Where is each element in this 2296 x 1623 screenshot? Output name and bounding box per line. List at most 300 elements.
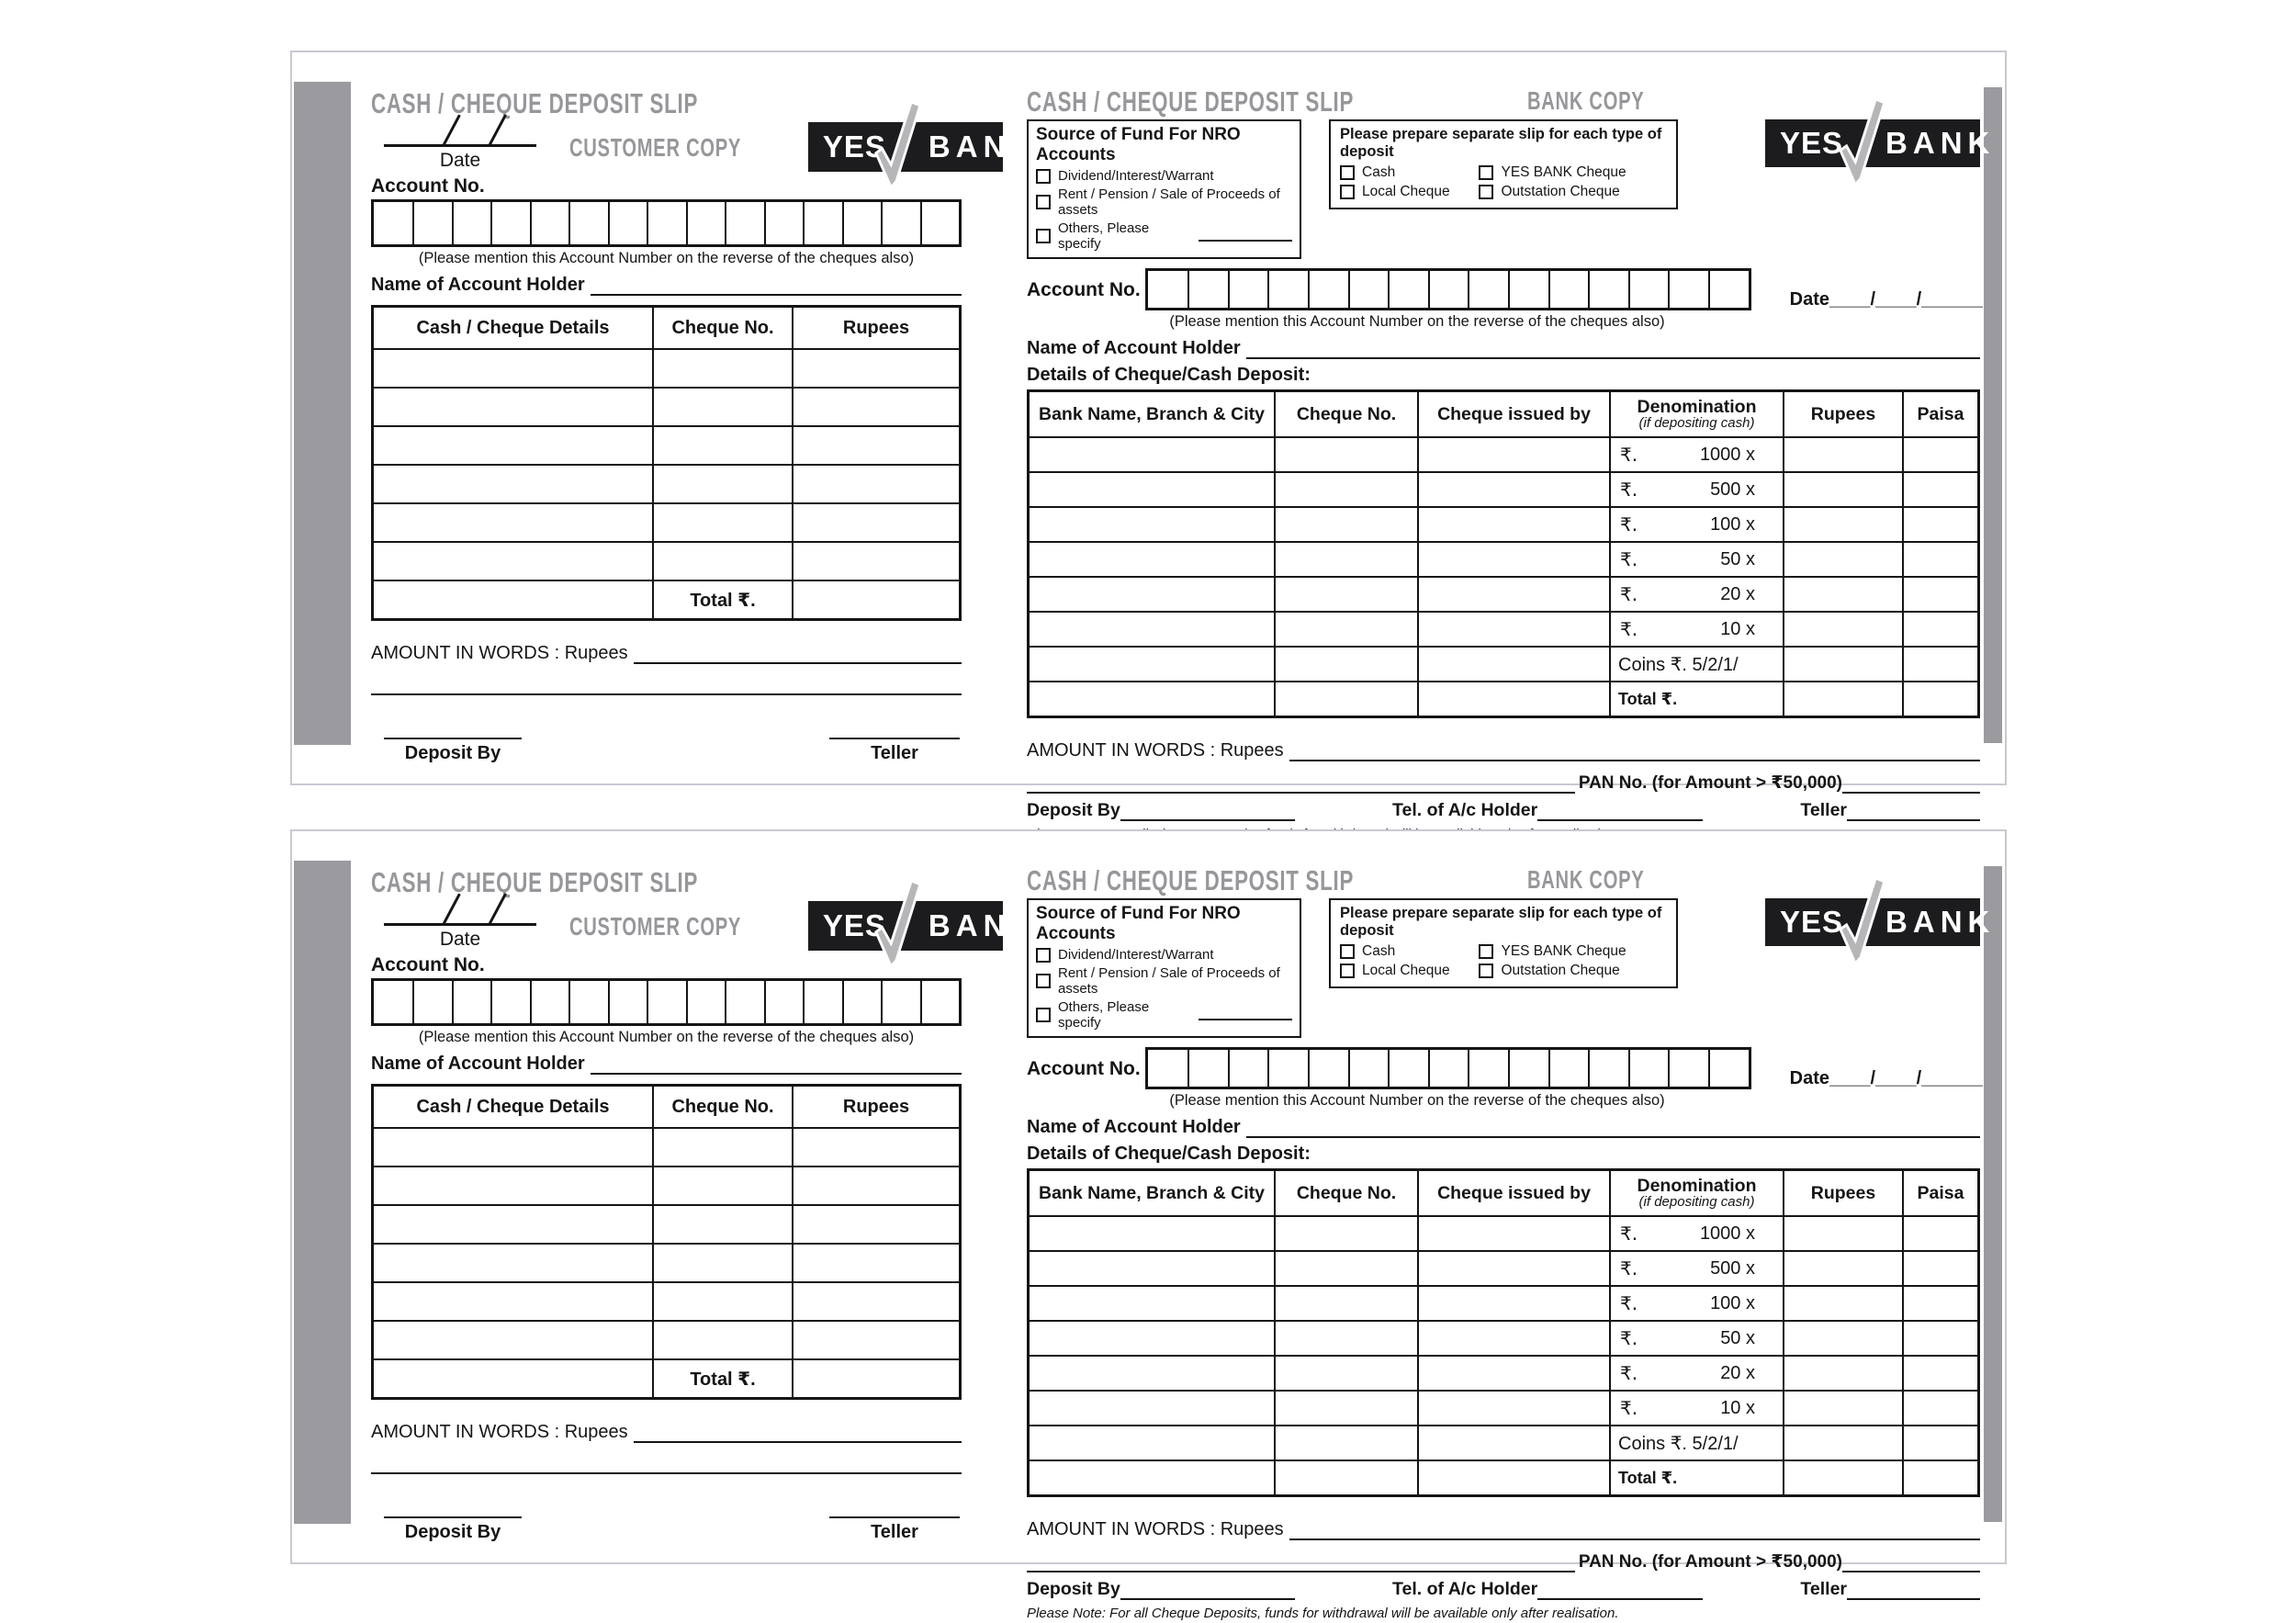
account-digit-box — [1468, 1050, 1508, 1087]
name-write-line — [591, 1054, 962, 1075]
account-digit-box — [764, 981, 803, 1023]
name-of-account-holder-field — [371, 275, 962, 296]
deposit-slip — [290, 51, 2007, 820]
account-digit-box — [1388, 271, 1428, 308]
cell — [792, 350, 959, 387]
cell — [1030, 543, 1274, 576]
date-label: Date — [439, 929, 481, 950]
source-of-fund-box — [1027, 898, 1301, 1038]
cell — [374, 1206, 652, 1243]
cell — [1902, 473, 1977, 506]
account-digit-box — [725, 981, 763, 1023]
header-cell: Rupees — [1783, 1171, 1902, 1215]
checkbox — [1036, 974, 1051, 988]
source-option — [1036, 168, 1292, 184]
account-digit-box — [1588, 1050, 1628, 1087]
cell — [1902, 1252, 1977, 1285]
header-cell: Rupees — [792, 1087, 959, 1127]
cell — [1030, 682, 1274, 716]
teller-label: Teller — [1800, 1579, 1847, 1599]
table-row — [374, 1243, 959, 1281]
deposit-type-option — [1479, 963, 1667, 979]
cell — [792, 1167, 959, 1204]
cell — [792, 1322, 959, 1358]
cell — [652, 1283, 792, 1320]
table-row — [1030, 611, 1977, 646]
coins-label: Coins ₹. 5/2/1/ — [1609, 1426, 1783, 1460]
cell — [792, 1245, 959, 1281]
cell — [1417, 1252, 1609, 1285]
cell — [1274, 1461, 1417, 1494]
deposit-slip — [290, 829, 2007, 1621]
header-cell: Cheque No. — [1274, 1171, 1417, 1215]
header-cell: Cheque issued by — [1417, 1171, 1609, 1215]
account-no-label: Account No. — [1027, 1058, 1141, 1079]
cell — [1417, 508, 1609, 541]
deposit-type-option — [1340, 963, 1479, 979]
cell — [652, 504, 792, 541]
cell — [652, 1167, 792, 1204]
name-write-line — [591, 276, 962, 296]
cell — [1902, 1461, 1977, 1494]
deposit-type-option — [1340, 184, 1479, 200]
separate-slip-title: Please prepare separate slip for each type of deposit — [1340, 126, 1662, 160]
pan-write-line — [1842, 773, 1980, 794]
account-digit-box — [1308, 1050, 1348, 1087]
date-line — [384, 144, 536, 147]
denomination-value: 1000 x — [1699, 1223, 1755, 1244]
account-digit-box — [920, 981, 959, 1023]
slip-title: CASH / CHEQUE DEPOSIT SLIP — [371, 866, 699, 898]
table-row — [374, 1166, 959, 1204]
cell — [792, 543, 959, 580]
account-digit-box — [842, 202, 881, 244]
cell — [374, 1283, 652, 1320]
cell — [1902, 1322, 1977, 1355]
slip-title: CASH / CHEQUE DEPOSIT SLIP — [1027, 864, 1355, 896]
deposit-by-line — [1120, 803, 1295, 821]
account-digit-box — [452, 202, 490, 244]
cell — [1274, 473, 1417, 506]
account-number-grid — [1145, 268, 1751, 310]
deposit-type-option — [1340, 164, 1479, 181]
name-label: Name of Account Holder — [371, 1054, 585, 1074]
cell — [1783, 578, 1902, 611]
pan-label: PAN No. (for Amount > ₹50,000) — [1578, 1552, 1842, 1572]
cell — [1902, 1392, 1977, 1425]
rupee-symbol: ₹. — [1620, 1397, 1638, 1419]
cell — [1030, 1287, 1274, 1320]
deposit-by-label: Deposit By — [1027, 800, 1120, 820]
cell — [374, 1322, 652, 1358]
cell — [1030, 578, 1274, 611]
cell — [1783, 543, 1902, 576]
cell — [792, 1360, 959, 1397]
rupee-symbol: ₹. — [1620, 479, 1638, 501]
cell — [1417, 1322, 1609, 1355]
amount-in-words-label: AMOUNT IN WORDS : Rupees — [371, 1422, 628, 1442]
left-binding-strip — [294, 82, 351, 745]
cell — [1274, 1287, 1417, 1320]
cell — [374, 1167, 652, 1204]
cell — [1902, 1217, 1977, 1250]
logo-yes-text: YES — [1780, 905, 1844, 939]
table-row — [374, 541, 959, 580]
account-no-label: Account No. — [371, 954, 485, 975]
teller-signature: Teller — [829, 738, 960, 764]
account-digit-box — [1228, 271, 1268, 308]
cell — [374, 1129, 652, 1166]
tel-line — [1537, 803, 1703, 821]
cell — [1783, 1287, 1902, 1320]
account-digit-box — [374, 202, 412, 244]
account-digit-box — [1508, 271, 1548, 308]
header-cell: Rupees — [1783, 392, 1902, 436]
date-label: Date — [439, 150, 481, 171]
table-row — [1030, 1320, 1977, 1355]
copy-label: CUSTOMER COPY — [569, 912, 742, 941]
customer-copy-panel — [371, 864, 1039, 1543]
cell — [1417, 613, 1609, 646]
denomination-value: 50 x — [1720, 548, 1755, 569]
checkbox-label: Dividend/Interest/Warrant — [1058, 947, 1214, 963]
account-digit-box — [490, 981, 529, 1023]
header-cell: Cash / Cheque Details — [416, 1096, 610, 1117]
deposit-type-option — [1479, 943, 1667, 960]
amount-in-words-label: AMOUNT IN WORDS : Rupees — [1027, 1519, 1284, 1539]
deposit-type-option — [1479, 164, 1667, 181]
table-row — [374, 502, 959, 541]
cell — [1274, 543, 1417, 576]
details-label: Details of Cheque/Cash Deposit: — [1027, 365, 1311, 385]
account-note: (Please mention this Account Number on the reverse of the cheques also) — [418, 1029, 915, 1045]
account-digit-box — [1508, 1050, 1548, 1087]
table-header-row — [374, 1087, 959, 1127]
rupee-symbol: ₹. — [1620, 1292, 1638, 1314]
copy-label: CUSTOMER COPY — [569, 133, 742, 162]
cell — [1274, 438, 1417, 471]
cell — [1902, 1357, 1977, 1390]
deposit-details-table — [371, 305, 962, 621]
checkbox-label: Dividend/Interest/Warrant — [1058, 168, 1214, 184]
header-cell: Rupees — [792, 308, 959, 348]
denomination-cell — [1609, 438, 1783, 471]
account-digit-box — [374, 981, 412, 1023]
cell — [1417, 473, 1609, 506]
amount-write-line — [634, 644, 962, 664]
logo-check-icon — [865, 102, 926, 190]
checkbox — [1036, 1008, 1051, 1022]
yes-bank-logo — [1765, 898, 1996, 946]
tel-line — [1537, 1582, 1703, 1600]
denomination-value: 500 x — [1710, 1257, 1755, 1279]
cell — [1274, 508, 1417, 541]
amount-write-line-2 — [1027, 1552, 1575, 1572]
date-line — [384, 923, 536, 926]
account-no-label: Account No. — [371, 175, 485, 197]
cell — [1274, 1217, 1417, 1250]
table-row — [374, 348, 959, 387]
cell — [1783, 1217, 1902, 1250]
cell — [1417, 1217, 1609, 1250]
cell — [652, 350, 792, 387]
slip-title: CASH / CHEQUE DEPOSIT SLIP — [1027, 85, 1355, 118]
denomination-value: 100 x — [1710, 1292, 1755, 1313]
account-digit-box — [608, 202, 647, 244]
source-of-fund-title: Source of Fund For NRO Accounts — [1036, 125, 1241, 164]
cell — [1030, 1357, 1274, 1390]
checkbox-label: Rent / Pension / Sale of Proceeds of assets — [1058, 965, 1280, 997]
checkbox — [1036, 195, 1051, 209]
header-cell: Paisa — [1902, 392, 1977, 436]
cell — [652, 427, 792, 464]
deposit-by-signature: Deposit By — [384, 738, 522, 764]
cell — [1417, 578, 1609, 611]
account-digit-box — [1148, 1050, 1188, 1087]
source-option — [1036, 947, 1292, 963]
table-row — [1030, 1285, 1977, 1320]
account-digit-box — [1428, 1050, 1469, 1087]
cell — [1030, 613, 1274, 646]
header-cell: Cash / Cheque Details — [416, 317, 610, 338]
checkbox-label: Cash — [1362, 164, 1396, 180]
account-digit-box — [1228, 1050, 1268, 1087]
header-cell: Bank Name, Branch & City — [1039, 403, 1265, 424]
date-line-field: Date____/____/______ — [1789, 289, 1983, 310]
rupee-symbol: ₹. — [1620, 1327, 1638, 1349]
denomination-cell — [1609, 473, 1783, 506]
checkbox-label: Others, Please specify — [1058, 999, 1150, 1031]
account-digit-box — [1388, 1050, 1428, 1087]
account-digit-box — [725, 202, 763, 244]
cell — [652, 466, 792, 502]
cell — [1030, 1322, 1274, 1355]
denomination-cell — [1609, 613, 1783, 646]
cell — [1783, 1426, 1902, 1460]
amount-in-words-field — [1027, 1519, 1980, 1540]
cell — [1783, 1392, 1902, 1425]
account-digit-box — [647, 202, 685, 244]
denomination-cell — [1609, 1287, 1783, 1320]
teller-line — [1847, 1582, 1980, 1600]
table-row — [374, 464, 959, 502]
checkbox — [1340, 944, 1355, 959]
date-line-field: Date____/____/______ — [1789, 1068, 1983, 1088]
checkbox-label: Outstation Cheque — [1501, 963, 1620, 978]
account-digit-box — [920, 202, 959, 244]
specify-write-line — [1199, 231, 1293, 242]
denomination-cell — [1609, 1357, 1783, 1390]
details-label: Details of Cheque/Cash Deposit: — [1027, 1144, 1311, 1164]
pan-field — [1027, 1551, 1980, 1572]
deposit-by-line — [1120, 1582, 1295, 1600]
amount-write-line-2 — [1027, 773, 1575, 794]
table-row — [1030, 1390, 1977, 1425]
total-label: Total ₹. — [1609, 682, 1783, 716]
rupee-symbol: ₹. — [1620, 1362, 1638, 1384]
table-row — [1030, 1355, 1977, 1390]
cell — [652, 1206, 792, 1243]
deposit-by-signature: Deposit By — [384, 1516, 522, 1543]
cell — [652, 543, 792, 580]
amount-write-line-2 — [371, 693, 962, 695]
denomination-cell — [1609, 1392, 1783, 1425]
account-digit-box — [803, 202, 841, 244]
cell — [1783, 1252, 1902, 1285]
denomination-cell — [1609, 578, 1783, 611]
rupee-symbol: ₹. — [1620, 583, 1638, 605]
cell — [1030, 1392, 1274, 1425]
date-field — [384, 901, 536, 954]
denomination-title: Denomination — [1637, 1175, 1757, 1196]
table-row — [374, 1281, 959, 1320]
yes-bank-logo — [808, 122, 1039, 172]
cell — [374, 350, 652, 387]
table-row — [1030, 506, 1977, 541]
table-row — [374, 1320, 959, 1358]
table-row — [374, 1127, 959, 1166]
rupee-symbol: ₹. — [1620, 1223, 1638, 1245]
account-digit-box — [1668, 271, 1708, 308]
account-number-grid — [371, 199, 962, 247]
checkbox — [1479, 185, 1493, 199]
account-digit-box — [530, 981, 568, 1023]
logo-yes-text: YES — [822, 908, 886, 942]
cell — [1030, 438, 1274, 471]
cell — [1417, 648, 1609, 681]
account-digit-box — [1348, 271, 1389, 308]
cell — [792, 1206, 959, 1243]
cell — [792, 1283, 959, 1320]
yes-bank-logo — [1765, 119, 1996, 167]
account-digit-box — [686, 981, 725, 1023]
account-digit-box — [1548, 1050, 1589, 1087]
cheque-cash-deposit-table — [1027, 1168, 1980, 1497]
logo-yes-text: YES — [822, 130, 886, 163]
cell — [1902, 543, 1977, 576]
table-header-row — [1030, 392, 1977, 436]
account-digit-box — [452, 981, 490, 1023]
amount-in-words-field — [371, 1422, 962, 1443]
logo-yes-text: YES — [1780, 126, 1844, 160]
cell — [1417, 1392, 1609, 1425]
denomination-value: 500 x — [1710, 479, 1755, 500]
left-binding-strip — [294, 861, 351, 1524]
cell — [1030, 1217, 1274, 1250]
note-text: Please Note: For all Cheque Deposits, funds for withdrawal will be available only after realisation. — [1027, 1606, 1619, 1621]
account-number-grid — [371, 978, 962, 1026]
cell — [1902, 578, 1977, 611]
cell — [1902, 1426, 1977, 1460]
cell — [1274, 1322, 1417, 1355]
cell — [1030, 1252, 1274, 1285]
denomination-cell — [1609, 1322, 1783, 1355]
cell — [374, 466, 652, 502]
denomination-header-cell — [1609, 392, 1783, 436]
copy-label: BANK COPY — [1527, 865, 1645, 894]
deposit-type-option — [1340, 943, 1479, 960]
table-header-row — [374, 308, 959, 348]
table-row — [1030, 541, 1977, 576]
rupee-symbol: ₹. — [1620, 548, 1638, 570]
denomination-value: 20 x — [1720, 1362, 1755, 1383]
account-digit-box — [686, 202, 725, 244]
account-digit-box — [1428, 271, 1469, 308]
denomination-value: 1000 x — [1699, 444, 1755, 465]
account-digit-box — [1628, 271, 1669, 308]
logo-check-icon — [1829, 878, 1890, 966]
cell — [1417, 543, 1609, 576]
account-digit-box — [608, 981, 647, 1023]
cell — [374, 581, 652, 618]
cell — [1902, 1287, 1977, 1320]
checkbox-label: Local Cheque — [1362, 184, 1450, 199]
cell — [652, 389, 792, 425]
checkbox — [1479, 165, 1493, 180]
account-digit-box — [1588, 271, 1628, 308]
denomination-cell — [1609, 543, 1783, 576]
name-label: Name of Account Holder — [1027, 338, 1241, 358]
coins-row — [1030, 1425, 1977, 1460]
table-row — [374, 425, 959, 464]
account-digit-box — [490, 202, 529, 244]
pan-field — [1027, 772, 1980, 794]
denomination-value: 10 x — [1720, 618, 1755, 639]
cell — [1783, 1322, 1902, 1355]
rupee-symbol: ₹. — [1620, 513, 1638, 535]
checkbox-label: YES BANK Cheque — [1501, 943, 1626, 959]
coins-label: Coins ₹. 5/2/1/ — [1609, 648, 1783, 681]
name-label: Name of Account Holder — [1027, 1117, 1241, 1137]
cell — [1030, 1426, 1274, 1460]
account-digit-box — [647, 981, 685, 1023]
cell — [1274, 682, 1417, 716]
cell — [374, 1245, 652, 1281]
checkbox-label: Local Cheque — [1362, 963, 1450, 978]
logo-bank-text: BANK — [1885, 905, 1996, 939]
source-of-fund-box — [1027, 119, 1301, 259]
copy-label: BANK COPY — [1527, 86, 1645, 115]
cell — [1417, 1461, 1609, 1494]
account-digit-box — [1628, 1050, 1669, 1087]
cell — [1417, 1287, 1609, 1320]
cell — [1783, 1357, 1902, 1390]
denomination-value: 50 x — [1720, 1327, 1755, 1348]
checkbox-label: YES BANK Cheque — [1501, 164, 1626, 180]
logo-bank-text: BANK — [928, 130, 1039, 163]
checkbox — [1340, 185, 1355, 199]
cell — [652, 1129, 792, 1166]
slip-title: CASH / CHEQUE DEPOSIT SLIP — [371, 87, 699, 119]
denomination-cell — [1609, 508, 1783, 541]
cell — [1783, 613, 1902, 646]
header-cell: Cheque No. — [1274, 392, 1417, 436]
table-row — [1030, 576, 1977, 611]
checkbox — [1340, 964, 1355, 978]
separate-slip-title: Please prepare separate slip for each type of deposit — [1340, 905, 1662, 939]
denomination-value: 20 x — [1720, 583, 1755, 604]
table-row — [374, 1204, 959, 1243]
account-note: (Please mention this Account Number on the reverse of the cheques also) — [1169, 313, 1665, 330]
amount-in-words-field — [371, 643, 962, 664]
cell — [1030, 1461, 1274, 1494]
account-digit-box — [530, 202, 568, 244]
cell — [792, 504, 959, 541]
account-digit-box — [881, 981, 919, 1023]
account-digit-box — [1548, 271, 1589, 308]
checkbox — [1036, 229, 1051, 243]
account-number-grid — [1145, 1047, 1751, 1089]
